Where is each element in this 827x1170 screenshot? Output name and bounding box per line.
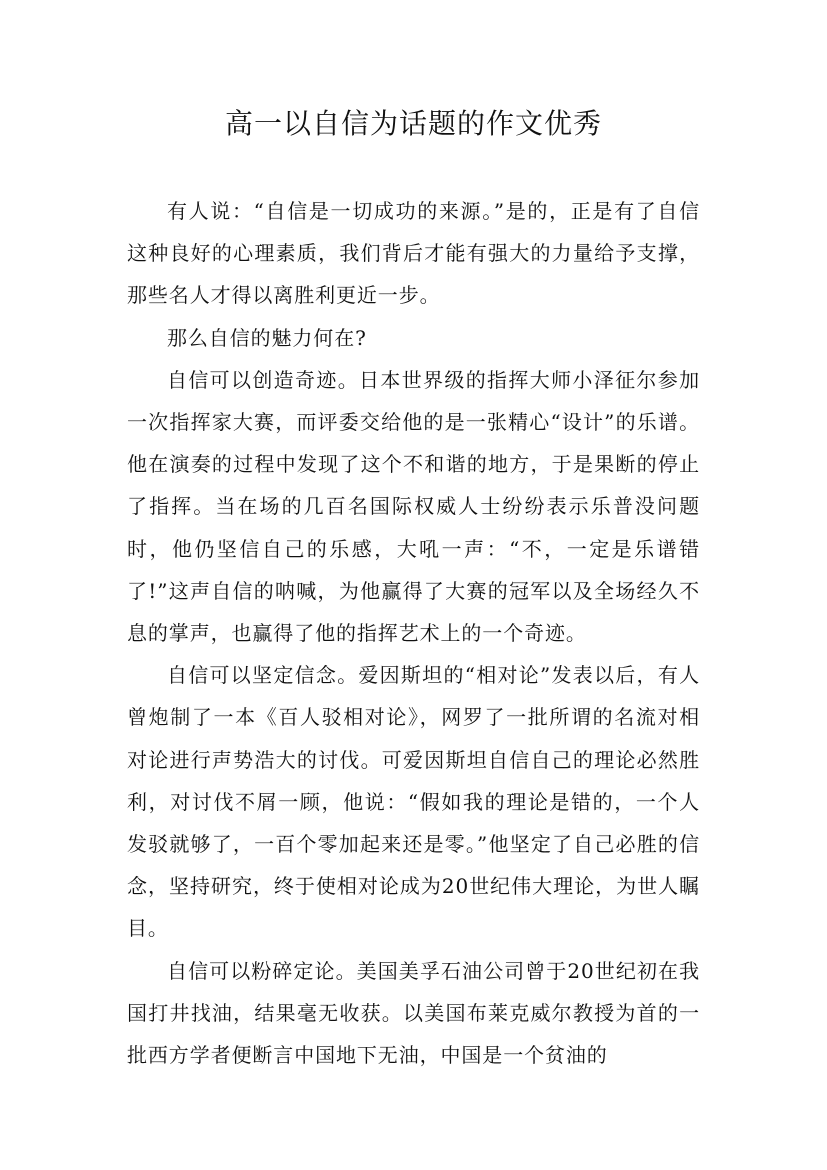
- paragraph-belief: 自信可以坚定信念。爱因斯坦的“相对论”发表以后，有人曾炮制了一本《百人驳相对论》，网罗了一批所谓的名流对相对论进行声势浩大的讨伐。可爱因斯坦自信自己的理论必然胜利，对讨伐不屑一顾，他说：“假如我的理论是错的，一个人发驳就够了，一百个零加起来还是零。”他坚定了自己必胜的信念，坚持研究，终于使相对论成为20世纪伟大理论，为世人瞩目。: [127, 663, 700, 941]
- paragraph-miracle: 自信可以创造奇迹。日本世界级的指挥大师小泽征尔参加一次指挥家大赛，而评委交给他的是一张精心“设计”的乐谱。他在演奏的过程中发现了这个不和谐的地方，于是果断的停止了指挥。当在场的几百名国际权威人士纷纷表示乐普没问题时，他仍坚信自己的乐感，大吼一声：“不，一定是乐谱错了!”这声自信的呐喊，为他赢得了大赛的冠军以及全场经久不息的掌声，也赢得了他的指挥艺术上的一个奇迹。: [127, 367, 700, 646]
- paragraph-conclusion-break: 自信可以粉碎定论。美国美孚石油公司曾于20世纪初在我国打井找油，结果毫无收获。以美国布莱克威尔教授为首的一批西方学者便断言中国地下无油，中国是一个贫油的: [127, 958, 700, 1068]
- paragraph-question: 那么自信的魅力何在?: [167, 325, 367, 350]
- document-title: 高一以自信为话题的作文优秀: [224, 107, 602, 140]
- paragraph-intro: 有人说：“自信是一切成功的来源。”是的，正是有了自信这种良好的心理素质，我们背后才能有强大的力量给予支撑，那些名人才得以离胜利更近一步。: [127, 199, 700, 308]
- document-body: [127, 190, 700, 1076]
